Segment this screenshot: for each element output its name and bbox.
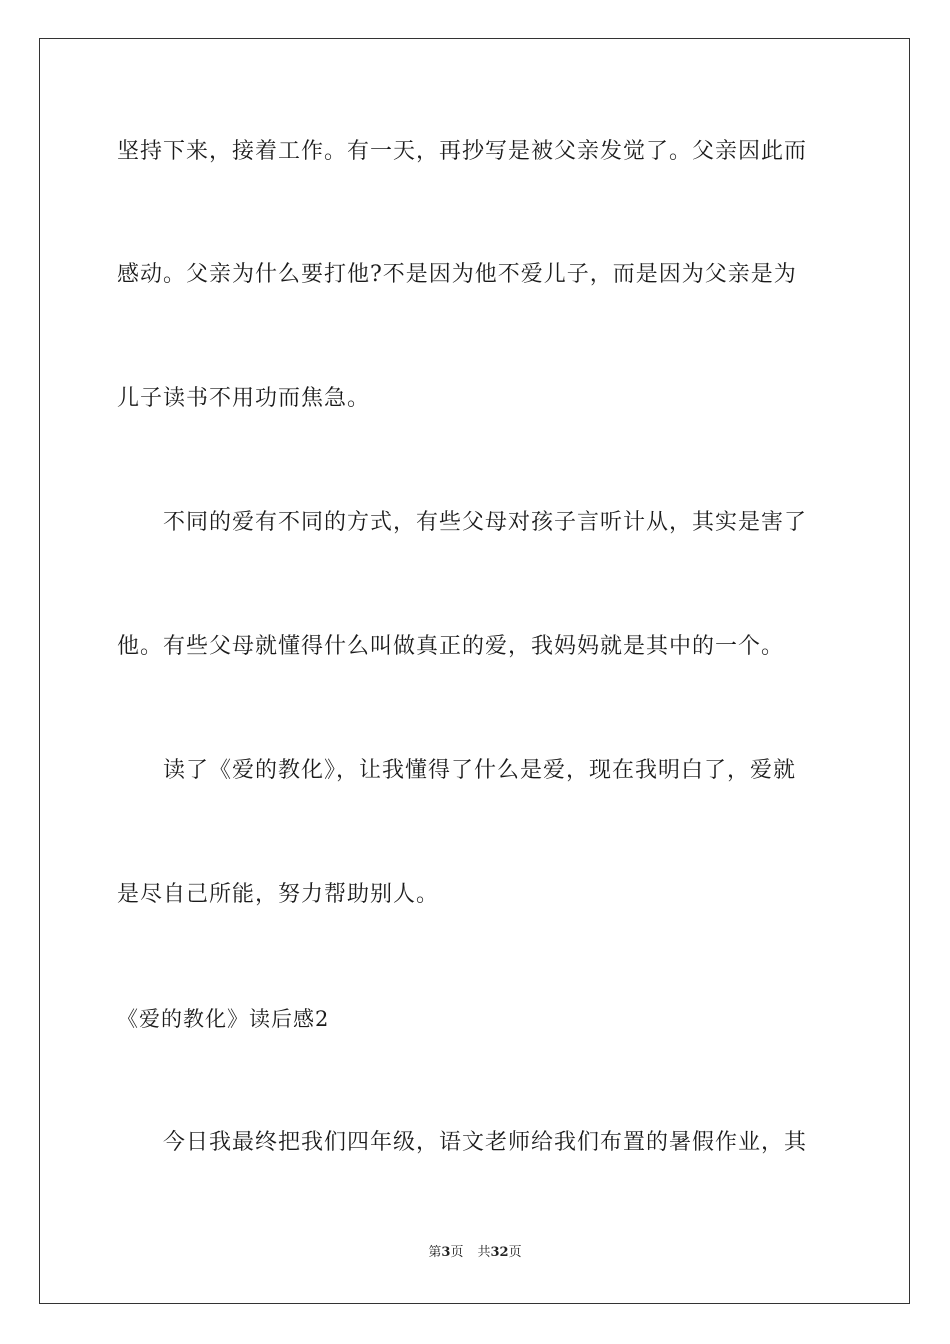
current-page-number: 3 [441,1245,451,1260]
paragraph-start-line: 今日我最终把我们四年级，语文老师给我们布置的暑假作业，其 [163,1130,808,1155]
paragraph-start-line: 读了《爱的教化》，让我懂得了什么是爱，现在我明白了，爱就 [163,758,797,783]
total-prefix: 共 [477,1245,491,1260]
paragraph-start-line: 不同的爱有不同的方式，有些父母对孩子言听计从，其实是害了 [163,510,808,535]
body-line: 他。有些父母就懂得什么叫做真正的爱，我妈妈就是其中的一个。 [117,634,785,659]
body-line: 感动。父亲为什么要打他?不是因为他不爱儿子，而是因为父亲是为 [117,262,797,287]
total-suffix: 页 [508,1245,522,1260]
body-line: 坚持下来，接着工作。有一天，再抄写是被父亲发觉了。父亲因此而 [117,139,808,164]
page-prefix: 第 [428,1245,442,1260]
page-suffix: 页 [450,1245,464,1260]
page-footer [0,1244,950,1262]
total-page-count: 32 [490,1245,509,1260]
section-heading: 《爱的教化》读后感2 [117,1007,330,1031]
page-border [39,38,910,1304]
body-line: 是尽自己所能，努力帮助别人。 [117,882,440,907]
body-line: 儿子读书不用功而焦急。 [117,386,371,411]
